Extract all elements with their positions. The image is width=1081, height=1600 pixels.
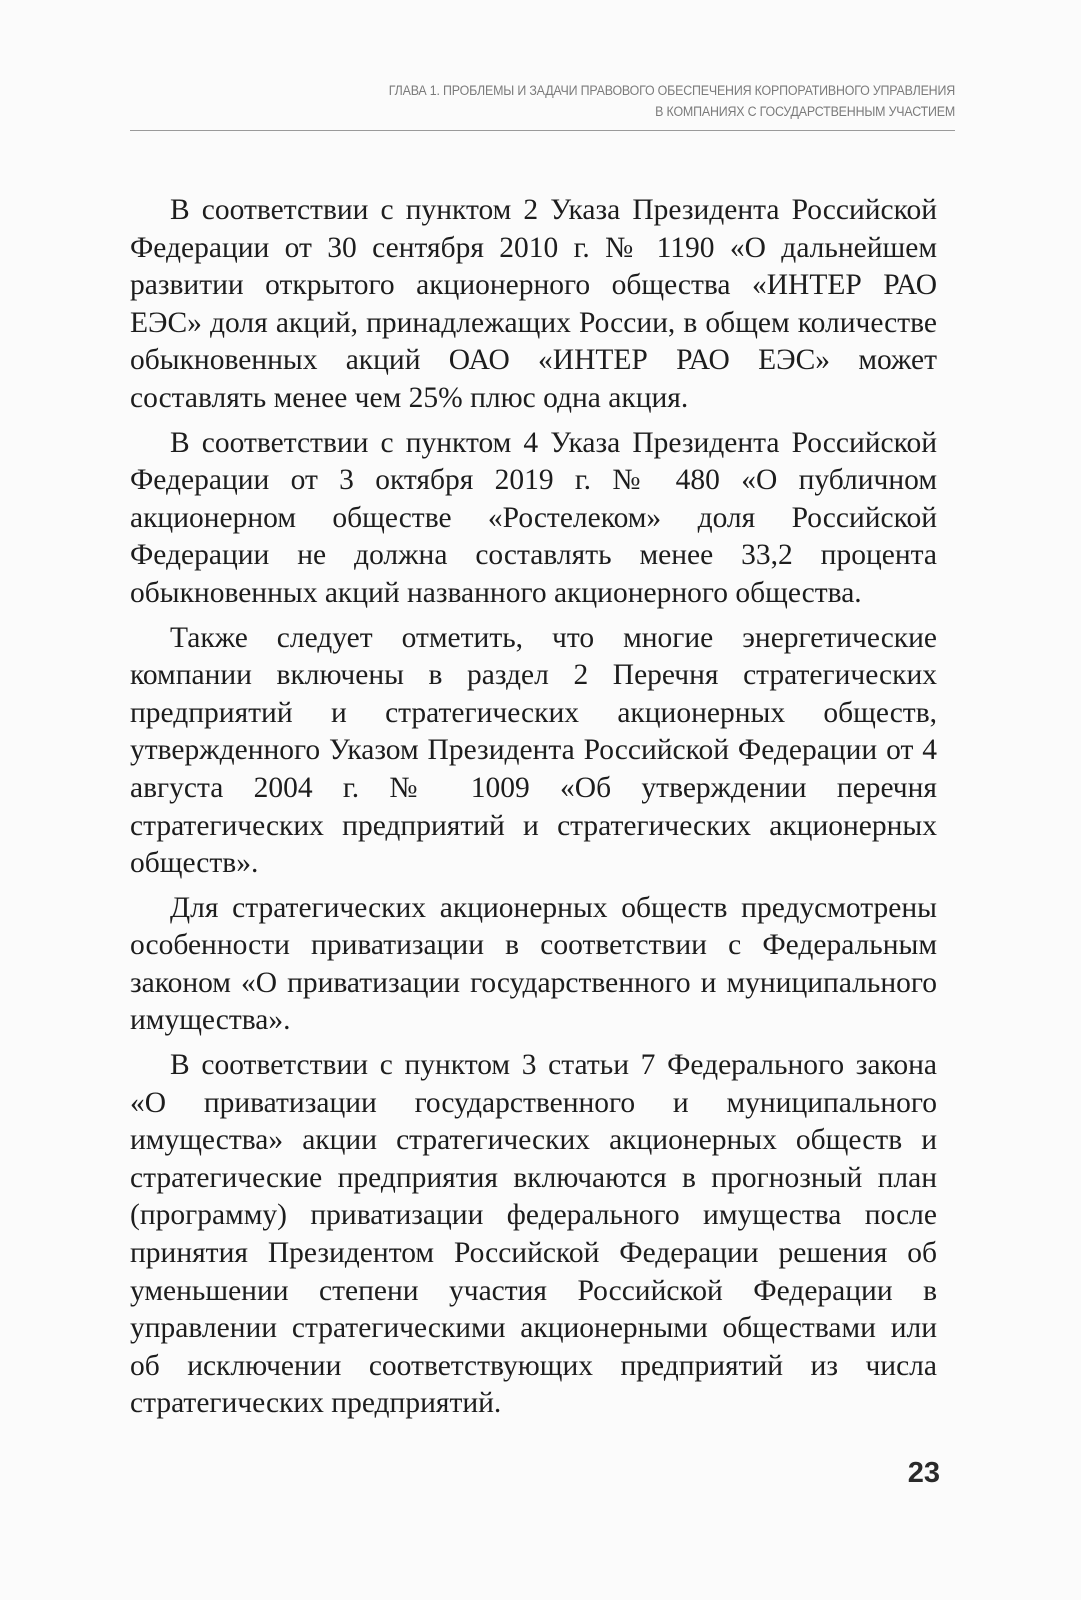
paragraph-2: В соответствии с пунктом 4 Указа Президента Российской Федерации от 3 октября 2019 г. № 480 «О публичном акционерном обществе «Ростелеком» доля Российской Федерации не должна составлять менее 33,2 процента обыкновенных акций названного акционерного общества. bbox=[130, 426, 937, 609]
page-number: 23 bbox=[907, 1457, 940, 1489]
running-header bbox=[196, 80, 955, 122]
paragraph-4: Для стратегических акционерных обществ предусмотрены особенности приватизации в соответствии с Федеральным законом «О приватизации государственного и муниципального имущества». bbox=[130, 891, 937, 1037]
running-header-line-1: ГЛАВА 1. ПРОБЛЕМЫ И ЗАДАЧИ ПРАВОВОГО ОБЕСПЕЧЕНИЯ КОРПОРАТИВНОГО УПРАВЛЕНИЯ bbox=[388, 83, 955, 98]
running-header-line-2: В КОМПАНИЯХ С ГОСУДАРСТВЕННЫМ УЧАСТИЕМ bbox=[655, 104, 955, 119]
paragraph-5: В соответствии с пунктом 3 статьи 7 Федерального закона «О приватизации государственного и муниципального имущества» акции стратегических акционерных обществ и стратегические предприятия включаются в прогнозный план (программу) приватизации федерального имущества после принятия Президентом Российской Федерации решения об уменьшении степени участия Российской Федерации в управлении стратегическими акционерными обществами или об исключении соответствующих предприятий из числа стратегических предприятий. bbox=[130, 1049, 937, 1420]
body-text bbox=[130, 192, 937, 1430]
paragraph-3: Также следует отметить, что многие энергетические компании включены в раздел 2 Перечня стратегических предприятий и стратегических акционерных обществ, утвержденного Указом Президента Российской Федерации от 4 августа 2004 г. № 1009 «Об утверждении перечня стратегических предприятий и стратегических акционерных обществ». bbox=[130, 621, 937, 880]
paragraph-1: В соответствии с пунктом 2 Указа Президента Российской Федерации от 30 сентября 2010 г. № 1190 «О дальнейшем развитии открытого акционерного общества «ИНТЕР РАО ЕЭС» доля акций, принадлежащих России, в общем количестве обыкновенных акций ОАО «ИНТЕР РАО ЕЭС» может составлять менее чем 25% плюс одна акция. bbox=[130, 194, 937, 414]
header-rule bbox=[130, 130, 955, 131]
